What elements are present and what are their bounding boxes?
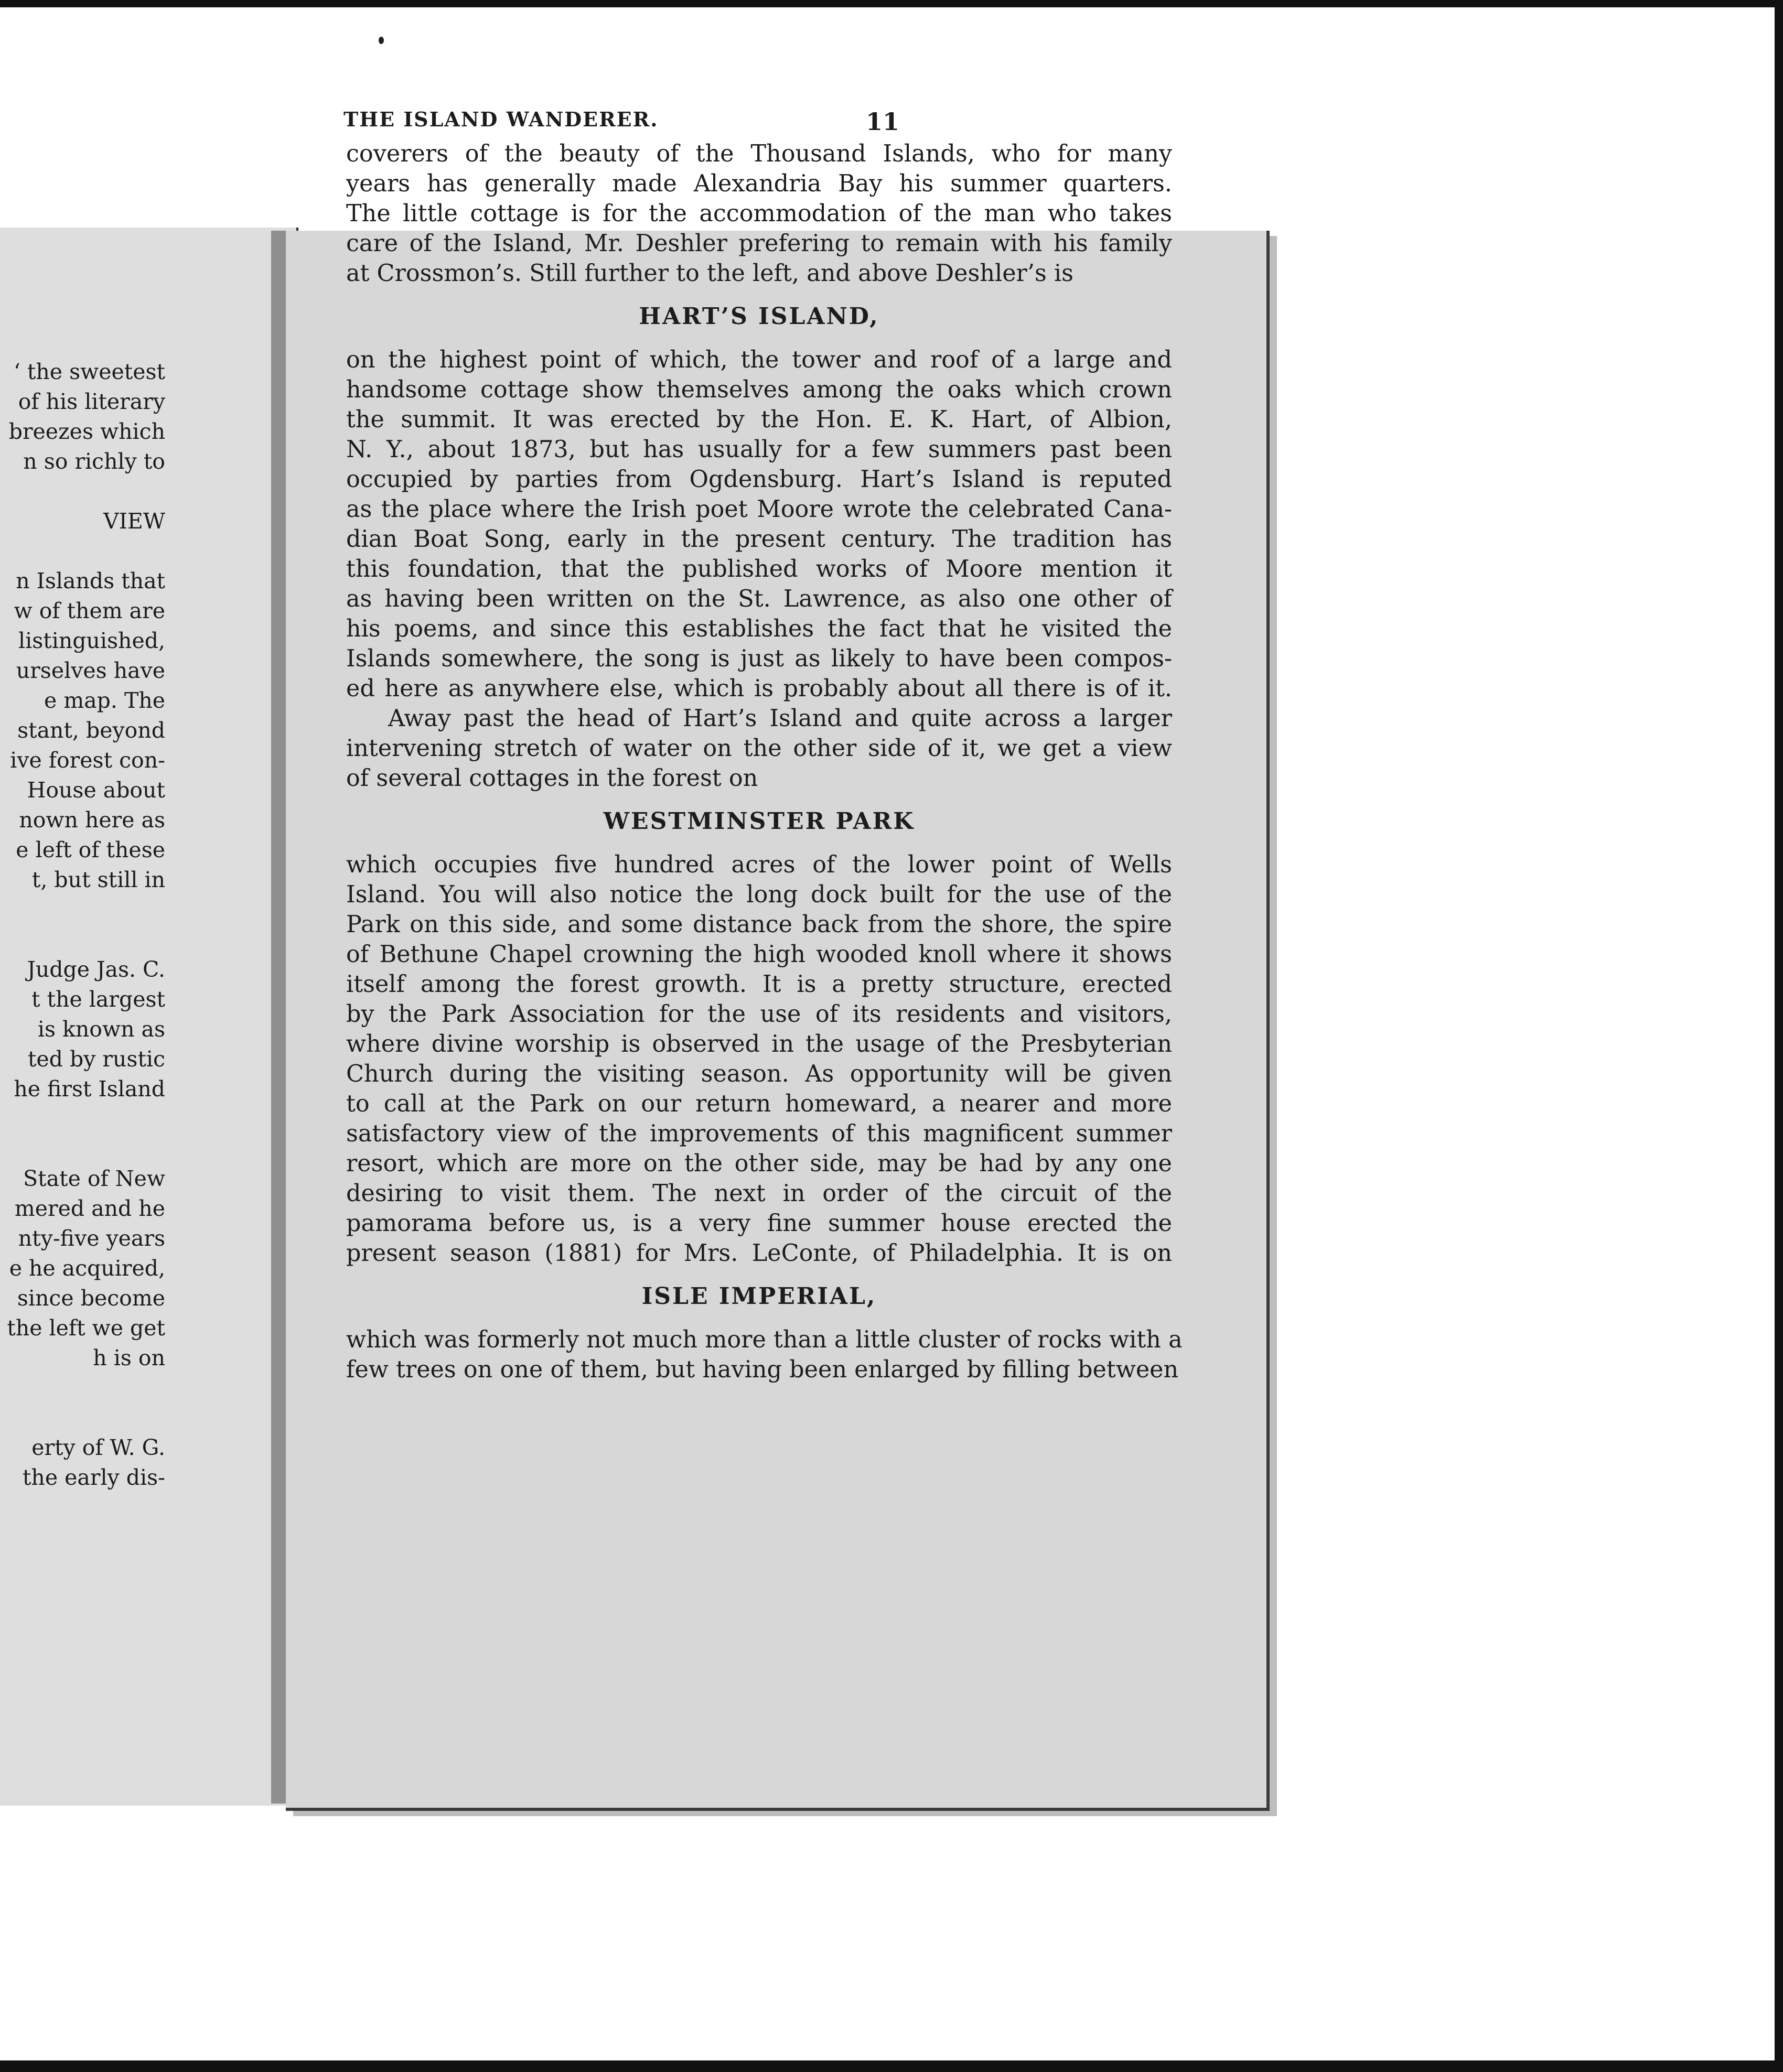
- text-line: years has generally made Alexandria Bay his summer quarters.: [346, 170, 1172, 197]
- text-line: his poems, and since this establishes the fact that he visited the: [346, 616, 1172, 642]
- text-line: pamorama before us, is a very fine summer house erected the: [346, 1210, 1172, 1237]
- left-text-line: since become: [17, 1286, 165, 1311]
- left-text-line: e left of these: [16, 837, 165, 862]
- left-text-line: mered and he: [14, 1196, 165, 1221]
- text-line: Park on this side, and some distance back from the shore, the spire: [346, 911, 1172, 938]
- main-text: [346, 139, 1183, 1385]
- left-text-line: n Islands that: [16, 568, 165, 593]
- left-text-line: n so richly to: [23, 449, 165, 474]
- text-line: of several cottages in the forest on: [346, 765, 758, 792]
- left-text-line: w of them are: [14, 598, 165, 623]
- text-line: this foundation, that the published works of Moore mention it: [346, 556, 1172, 582]
- text-line: intervening stretch of water on the other side of it, we get a view: [346, 735, 1172, 762]
- text-line: Church during the visiting season. As opportunity will be given: [346, 1061, 1172, 1087]
- text-line: where divine worship is observed in the usage of the Presbyterian: [346, 1031, 1172, 1057]
- text-line: the summit. It was erected by the Hon. E. K. Hart, of Albion,: [346, 406, 1172, 433]
- text-line: on the highest point of which, the tower and roof of a large and: [346, 347, 1172, 373]
- left-text-line: the early dis-: [22, 1465, 165, 1490]
- running-head: [343, 107, 899, 136]
- left-text-line: t, but still in: [31, 867, 165, 892]
- text-line: by the Park Association for the use of its residents and visitors,: [346, 1001, 1172, 1028]
- left-text-line: VIEW: [103, 509, 165, 534]
- left-text-line: breezes which: [8, 419, 165, 444]
- text-line: at Crossmon’s. Still further to the left, and above Deshler’s is: [346, 260, 1074, 287]
- left-text-line: e he acquired,: [9, 1256, 165, 1281]
- text-line: N. Y., about 1873, but has usually for a few summers past been: [346, 436, 1172, 463]
- left-text-line: stant, beyond: [17, 718, 165, 743]
- text-line: itself among the forest growth. It is a pretty structure, erected: [346, 971, 1172, 998]
- left-text-line: urselves have: [16, 658, 165, 683]
- left-text-line: State of New: [23, 1166, 165, 1191]
- paragraph-5: [346, 1325, 1183, 1385]
- text-line: dian Boat Song, early in the present century. The tradition has: [346, 526, 1172, 553]
- paragraph-4: [346, 850, 1172, 1268]
- paragraph-3: [346, 704, 1172, 793]
- text-line: desiring to visit them. The next in order of the circuit of the: [346, 1180, 1172, 1207]
- section-heading-harts-island: HART’S ISLAND,: [639, 303, 879, 330]
- left-text-line: e map. The: [44, 688, 165, 713]
- scan-right-edge: [1775, 0, 1783, 2072]
- left-text-line: House about: [27, 778, 165, 803]
- text-line: satisfactory view of the improvements of this magnificent summer: [346, 1120, 1172, 1147]
- text-line: care of the Island, Mr. Deshler prefering to remain with his family: [346, 230, 1172, 257]
- section-heading-westminster-park: WESTMINSTER PARK: [603, 808, 915, 835]
- left-text-line: Judge Jas. C.: [27, 957, 165, 982]
- text-line: occupied by parties from Ogdensburg. Hart’s Island is reputed: [346, 466, 1172, 493]
- page-number: 11: [865, 107, 899, 136]
- text-line: which was formerly not much more than a little cluster of rocks with a: [346, 1326, 1183, 1353]
- running-head-title: THE ISLAND WANDERER.: [343, 107, 659, 131]
- left-text-line: of his literary: [18, 389, 165, 414]
- text-line: few trees on one of them, but having been enlarged by filling between: [346, 1356, 1179, 1383]
- text-line: ed here as anywhere else, which is probably about all there is of it.: [346, 675, 1172, 702]
- left-text-line: h is on: [93, 1345, 165, 1370]
- left-text-line: nty-five years: [18, 1226, 165, 1251]
- section-heading-isle-imperial: ISLE IMPERIAL,: [641, 1283, 877, 1310]
- text-line: of Bethune Chapel crowning the high wooded knoll where it shows: [346, 941, 1172, 968]
- paragraph-2: [346, 345, 1172, 704]
- text-line: handsome cottage show themselves among the oaks which crown: [346, 376, 1172, 403]
- text-line: as having been written on the St. Lawrence, as also one other of: [346, 586, 1172, 612]
- text-line: as the place where the Irish poet Moore wrote the celebrated Cana-: [346, 496, 1172, 523]
- text-line: Islands somewhere, the song is just as likely to have been compos-: [346, 645, 1172, 672]
- left-text-line: erty of W. G.: [31, 1435, 165, 1460]
- text-line: present season (1881) for Mrs. LeConte, of Philadelphia. It is on: [346, 1240, 1172, 1267]
- text-line: which occupies five hundred acres of the lower point of Wells: [346, 851, 1172, 878]
- left-text-line: he first Island: [14, 1076, 165, 1102]
- paragraph-1: [346, 139, 1172, 288]
- scan-top-edge: [0, 0, 1783, 7]
- dust-speck: [379, 37, 384, 44]
- left-text-line: listinguished,: [18, 628, 165, 653]
- left-text-line: is known as: [37, 1017, 165, 1042]
- left-text-line: ive forest con-: [10, 748, 165, 773]
- text-line: The little cottage is for the accommodation of the man who takes: [346, 200, 1172, 227]
- text-line: Island. You will also notice the long dock built for the use of the: [346, 881, 1172, 908]
- left-text-line: nown here as: [19, 807, 165, 833]
- scan-bottom-edge: [0, 2060, 1783, 2072]
- left-text-line: ‘ the sweetest: [13, 359, 165, 384]
- text-line: to call at the Park on our return homeward, a nearer and more: [346, 1091, 1172, 1117]
- text-line: Away past the head of Hart’s Island and quite across a larger: [388, 705, 1172, 732]
- left-text-line: t the largest: [31, 987, 165, 1012]
- left-page-fragment: [0, 228, 298, 1806]
- left-text-line: the left we get: [7, 1315, 165, 1341]
- left-text-line: ted by rustic: [27, 1046, 165, 1072]
- text-line: resort, which are more on the other side, may be had by any one: [346, 1150, 1172, 1177]
- text-line: coverers of the beauty of the Thousand Islands, who for many: [346, 141, 1172, 167]
